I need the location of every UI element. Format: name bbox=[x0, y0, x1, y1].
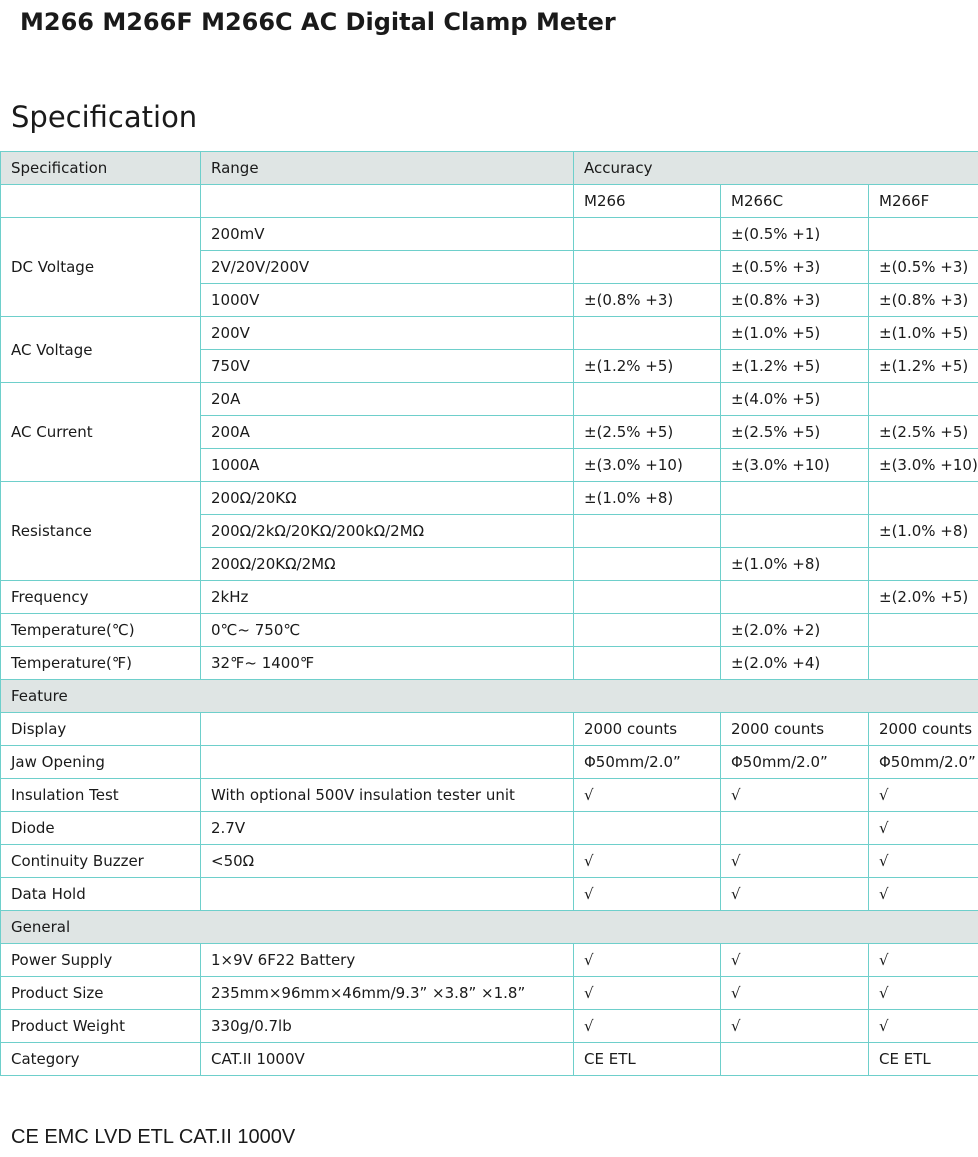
parameter-cell: Diode bbox=[1, 812, 201, 845]
table-row bbox=[1, 779, 978, 812]
accuracy-m266-cell: ±(3.0% +10) bbox=[574, 449, 721, 482]
accuracy-m266-cell: ±(1.2% +5) bbox=[574, 350, 721, 383]
accuracy-m266c-cell: ±(0.8% +3) bbox=[721, 284, 869, 317]
accuracy-m266-cell bbox=[574, 218, 721, 251]
value-m266c-cell bbox=[721, 1043, 869, 1076]
range-cell: CAT.II 1000V bbox=[201, 1043, 574, 1076]
spec-table bbox=[0, 151, 978, 1076]
parameter-cell: Product Weight bbox=[1, 1010, 201, 1043]
value-m266-cell: √ bbox=[574, 845, 721, 878]
range-cell: 200Ω/2kΩ/20KΩ/200kΩ/2MΩ bbox=[201, 515, 574, 548]
general-section-header-label: General bbox=[1, 911, 978, 944]
value-m266f-cell: √ bbox=[869, 779, 978, 812]
empty-cell bbox=[201, 185, 574, 218]
value-m266c-cell: √ bbox=[721, 779, 869, 812]
table-row bbox=[1, 812, 978, 845]
table-row bbox=[1, 746, 978, 779]
value-m266-cell: √ bbox=[574, 1010, 721, 1043]
value-m266c-cell bbox=[721, 812, 869, 845]
value-m266c-cell: √ bbox=[721, 1010, 869, 1043]
range-cell: 200A bbox=[201, 416, 574, 449]
accuracy-m266-cell: ±(1.0% +8) bbox=[574, 482, 721, 515]
parameter-cell: Data Hold bbox=[1, 878, 201, 911]
value-m266c-cell: √ bbox=[721, 845, 869, 878]
accuracy-m266c-cell bbox=[721, 515, 869, 548]
value-m266-cell: √ bbox=[574, 977, 721, 1010]
model-m266f: M266F bbox=[869, 185, 978, 218]
accuracy-m266f-cell: ±(1.0% +8) bbox=[869, 515, 978, 548]
range-cell: 330g/0.7lb bbox=[201, 1010, 574, 1043]
accuracy-m266c-cell: ±(4.0% +5) bbox=[721, 383, 869, 416]
parameter-cell: Power Supply bbox=[1, 944, 201, 977]
range-cell: 0℃~ 750℃ bbox=[201, 614, 574, 647]
parameter-cell: Insulation Test bbox=[1, 779, 201, 812]
range-cell: 750V bbox=[201, 350, 574, 383]
accuracy-m266-cell bbox=[574, 581, 721, 614]
range-cell: 20A bbox=[201, 383, 574, 416]
accuracy-m266-cell bbox=[574, 251, 721, 284]
table-row bbox=[1, 482, 978, 515]
accuracy-m266f-cell: ±(1.2% +5) bbox=[869, 350, 978, 383]
section-title: Specification bbox=[11, 100, 198, 134]
certification-note: CE EMC LVD ETL CAT.II 1000V bbox=[11, 1126, 296, 1148]
table-row bbox=[1, 878, 978, 911]
empty-cell bbox=[1, 185, 201, 218]
value-m266f-cell: √ bbox=[869, 1010, 978, 1043]
table-row bbox=[1, 581, 978, 614]
accuracy-m266f-cell bbox=[869, 614, 978, 647]
model-m266c: M266C bbox=[721, 185, 869, 218]
range-cell: <50Ω bbox=[201, 845, 574, 878]
parameter-cell: Temperature(℃) bbox=[1, 614, 201, 647]
range-cell: 2V/20V/200V bbox=[201, 251, 574, 284]
parameter-cell: AC Current bbox=[1, 383, 201, 482]
accuracy-m266c-cell bbox=[721, 482, 869, 515]
accuracy-m266c-cell: ±(2.5% +5) bbox=[721, 416, 869, 449]
accuracy-m266f-cell bbox=[869, 218, 978, 251]
range-cell: 200mV bbox=[201, 218, 574, 251]
accuracy-m266c-cell: ±(1.0% +5) bbox=[721, 317, 869, 350]
value-m266c-cell: √ bbox=[721, 977, 869, 1010]
value-m266-cell: √ bbox=[574, 779, 721, 812]
spec-table-container bbox=[0, 151, 978, 1076]
model-m266: M266 bbox=[574, 185, 721, 218]
accuracy-m266c-cell: ±(2.0% +2) bbox=[721, 614, 869, 647]
value-m266f-cell: √ bbox=[869, 944, 978, 977]
accuracy-m266-cell: ±(0.8% +3) bbox=[574, 284, 721, 317]
value-m266-cell: Φ50mm/2.0” bbox=[574, 746, 721, 779]
range-cell: 32℉~ 1400℉ bbox=[201, 647, 574, 680]
table-row bbox=[1, 1010, 978, 1043]
value-m266c-cell: √ bbox=[721, 878, 869, 911]
model-header-row bbox=[1, 185, 978, 218]
parameter-cell: Resistance bbox=[1, 482, 201, 581]
value-m266c-cell: Φ50mm/2.0” bbox=[721, 746, 869, 779]
parameter-cell: Temperature(℉) bbox=[1, 647, 201, 680]
accuracy-m266-cell bbox=[574, 317, 721, 350]
table-row bbox=[1, 1043, 978, 1076]
table-row bbox=[1, 614, 978, 647]
table-row bbox=[1, 713, 978, 746]
accuracy-m266-cell bbox=[574, 647, 721, 680]
accuracy-m266-cell bbox=[574, 548, 721, 581]
value-m266-cell: √ bbox=[574, 944, 721, 977]
header-specification: Specification bbox=[1, 152, 201, 185]
parameter-cell: Continuity Buzzer bbox=[1, 845, 201, 878]
parameter-cell: AC Voltage bbox=[1, 317, 201, 383]
table-row bbox=[1, 944, 978, 977]
accuracy-m266c-cell: ±(1.0% +8) bbox=[721, 548, 869, 581]
feature-section-header bbox=[1, 680, 978, 713]
range-cell: 200V bbox=[201, 317, 574, 350]
value-m266f-cell: CE ETL bbox=[869, 1043, 978, 1076]
accuracy-m266f-cell bbox=[869, 647, 978, 680]
table-header-row bbox=[1, 152, 978, 185]
value-m266-cell bbox=[574, 812, 721, 845]
range-cell bbox=[201, 746, 574, 779]
range-cell bbox=[201, 878, 574, 911]
accuracy-m266c-cell: ±(0.5% +1) bbox=[721, 218, 869, 251]
table-row bbox=[1, 383, 978, 416]
range-cell: 200Ω/20KΩ bbox=[201, 482, 574, 515]
accuracy-m266f-cell bbox=[869, 383, 978, 416]
table-row bbox=[1, 317, 978, 350]
range-cell bbox=[201, 713, 574, 746]
parameter-cell: DC Voltage bbox=[1, 218, 201, 317]
accuracy-m266c-cell: ±(3.0% +10) bbox=[721, 449, 869, 482]
accuracy-m266f-cell: ±(0.8% +3) bbox=[869, 284, 978, 317]
accuracy-m266-cell bbox=[574, 383, 721, 416]
accuracy-m266-cell: ±(2.5% +5) bbox=[574, 416, 721, 449]
range-cell: 235mm×96mm×46mm/9.3” ×3.8” ×1.8” bbox=[201, 977, 574, 1010]
range-cell: 1000V bbox=[201, 284, 574, 317]
document-title: M266 M266F M266C AC Digital Clamp Meter bbox=[20, 8, 616, 36]
table-row bbox=[1, 218, 978, 251]
accuracy-m266f-cell bbox=[869, 482, 978, 515]
accuracy-m266f-cell: ±(3.0% +10) bbox=[869, 449, 978, 482]
value-m266-cell: CE ETL bbox=[574, 1043, 721, 1076]
accuracy-m266c-cell: ±(2.0% +4) bbox=[721, 647, 869, 680]
value-m266f-cell: √ bbox=[869, 878, 978, 911]
feature-section-header-label: Feature bbox=[1, 680, 978, 713]
accuracy-m266f-cell: ±(0.5% +3) bbox=[869, 251, 978, 284]
accuracy-m266-cell bbox=[574, 515, 721, 548]
value-m266-cell: √ bbox=[574, 878, 721, 911]
accuracy-m266f-cell: ±(1.0% +5) bbox=[869, 317, 978, 350]
table-row bbox=[1, 845, 978, 878]
range-cell: With optional 500V insulation tester unit bbox=[201, 779, 574, 812]
parameter-cell: Display bbox=[1, 713, 201, 746]
range-cell: 200Ω/20KΩ/2MΩ bbox=[201, 548, 574, 581]
table-row bbox=[1, 977, 978, 1010]
accuracy-m266c-cell: ±(1.2% +5) bbox=[721, 350, 869, 383]
value-m266c-cell: √ bbox=[721, 944, 869, 977]
header-accuracy: Accuracy bbox=[574, 152, 978, 185]
accuracy-m266f-cell: ±(2.5% +5) bbox=[869, 416, 978, 449]
range-cell: 1×9V 6F22 Battery bbox=[201, 944, 574, 977]
accuracy-m266c-cell bbox=[721, 581, 869, 614]
value-m266f-cell: √ bbox=[869, 845, 978, 878]
accuracy-m266-cell bbox=[574, 614, 721, 647]
general-section-header bbox=[1, 911, 978, 944]
range-cell: 1000A bbox=[201, 449, 574, 482]
value-m266f-cell: √ bbox=[869, 977, 978, 1010]
table-row bbox=[1, 647, 978, 680]
parameter-cell: Category bbox=[1, 1043, 201, 1076]
parameter-cell: Jaw Opening bbox=[1, 746, 201, 779]
value-m266f-cell: Φ50mm/2.0” bbox=[869, 746, 978, 779]
value-m266f-cell: 2000 counts bbox=[869, 713, 978, 746]
accuracy-m266f-cell: ±(2.0% +5) bbox=[869, 581, 978, 614]
range-cell: 2.7V bbox=[201, 812, 574, 845]
accuracy-m266f-cell bbox=[869, 548, 978, 581]
range-cell: 2kHz bbox=[201, 581, 574, 614]
accuracy-m266c-cell: ±(0.5% +3) bbox=[721, 251, 869, 284]
value-m266f-cell: √ bbox=[869, 812, 978, 845]
value-m266-cell: 2000 counts bbox=[574, 713, 721, 746]
parameter-cell: Product Size bbox=[1, 977, 201, 1010]
parameter-cell: Frequency bbox=[1, 581, 201, 614]
value-m266c-cell: 2000 counts bbox=[721, 713, 869, 746]
header-range: Range bbox=[201, 152, 574, 185]
